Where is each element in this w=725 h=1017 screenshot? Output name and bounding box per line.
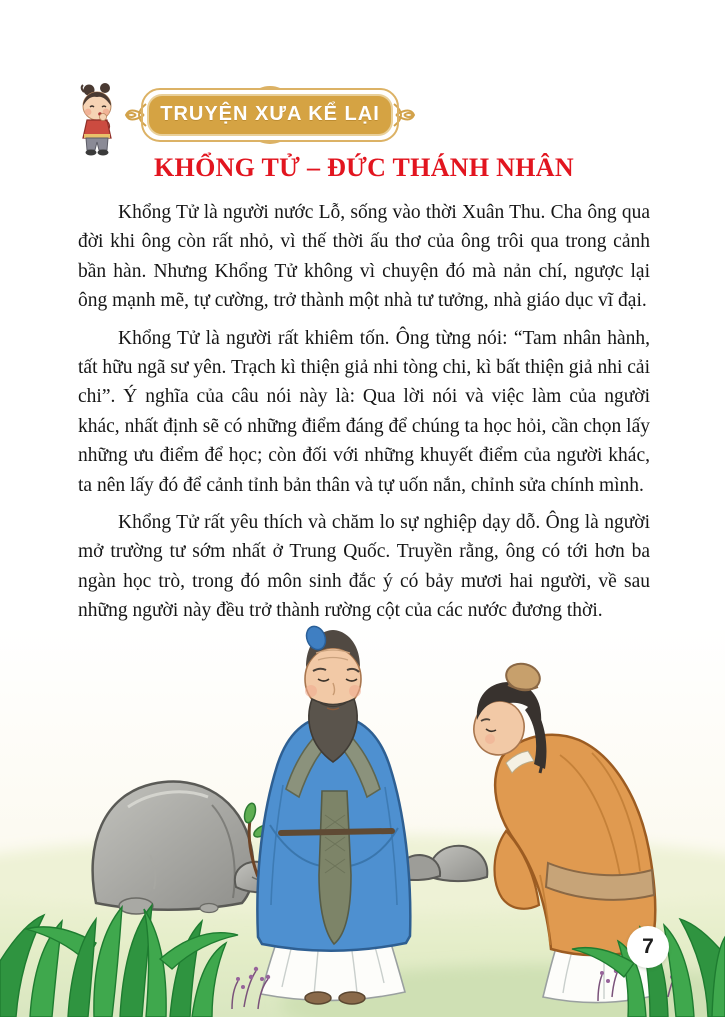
page-number-badge xyxy=(627,926,669,968)
story-content xyxy=(78,153,650,634)
story-illustration xyxy=(0,625,725,1017)
series-banner-label: TRUYỆN XƯA KỂ LẠI xyxy=(160,102,380,125)
story-paragraph-2: Khổng Tử là người rất khiêm tốn. Ông từng nói: “Tam nhân hành, tất hữu ngã sư yên. Trạch kì thiện giả nhi tòng chi, kì bất thiện giả nhi cải chi”. Ý nghĩa của câu nói này là: Qua lời nói và việc làm của người khác, nhất định sẽ có những điểm đáng để chúng ta học hỏi, cần chọn lấy những ưu điểm để học; còn đối với những khuyết điểm của người khác, ta nên lấy đó để cảnh tỉnh bản thân và tự uốn nắn, chỉnh sửa chính mình. xyxy=(78,327,650,496)
child-mascot-icon xyxy=(74,82,124,158)
series-banner xyxy=(122,86,418,144)
story-title: KHỔNG TỬ – ĐỨC THÁNH NHÂN xyxy=(154,153,574,182)
page-header xyxy=(74,82,418,158)
story-paragraph-3: Khổng Tử rất yêu thích và chăm lo sự nghiệp dạy dỗ. Ông là người mở trường tư sớm nhất ở Trung Quốc. Truyền rằng, ông có tới hơn ba ngàn học trò, trong đó môn sinh đắc ý có bảy mươi hai người, về sau những người này đều trở thành rường cột của các nước đương thời. xyxy=(78,512,650,622)
page-number: 7 xyxy=(642,935,654,958)
story-paragraph-1: Khổng Tử là người nước Lỗ, sống vào thời Xuân Thu. Cha ông qua đời khi ông còn rất nhỏ, vì thế thời ấu thơ của ông trôi qua trong cảnh bần hàn. Nhưng Khổng Tử không vì chuyện đó mà nản chí, ngược lại ông mạnh mẽ, tự cường, trở thành một nhà tư tưởng, nhà giáo dục vĩ đại. xyxy=(78,202,650,312)
